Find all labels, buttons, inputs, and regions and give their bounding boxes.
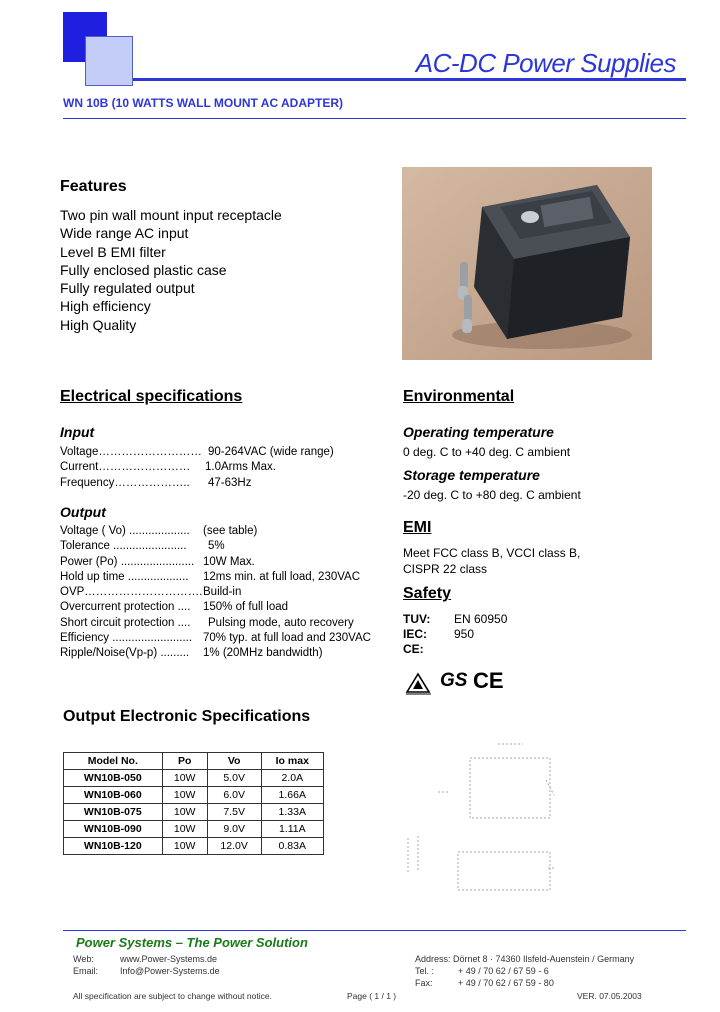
output-spec-table [63, 752, 324, 855]
spec-label: Voltage ( Vo) ................... [60, 525, 190, 537]
spec-label: Current…………………… [60, 461, 191, 474]
spec-row [60, 616, 390, 631]
spec-value: 90-264VAC (wide range) [208, 446, 334, 458]
features-heading: Features [60, 178, 127, 195]
cell: 1.66A [261, 787, 323, 804]
cell: 10W [162, 787, 207, 804]
adapter-illustration [402, 167, 652, 360]
feature-item: High Quality [60, 316, 137, 333]
table-row [64, 821, 324, 838]
spec-row [60, 524, 390, 539]
cell: 5.0V [207, 770, 261, 787]
environmental-heading: Environmental [403, 388, 515, 405]
output-table-heading: Output Electronic Specifications [63, 708, 311, 725]
cell: 12.0V [207, 838, 261, 855]
cell: WN10B-075 [64, 804, 163, 821]
emi-line: Meet FCC class B, VCCI class B, [403, 546, 581, 560]
footer-email-link[interactable]: Info@Power-Systems.de [120, 966, 220, 976]
spec-value: 47-63Hz [208, 476, 252, 489]
spec-row [60, 539, 390, 554]
footer-address: Address: Dörnet 8 · 74360 Ilsfeld-Auenstein / Germany [415, 954, 635, 964]
features-list [60, 206, 282, 334]
spec-row [60, 600, 390, 615]
logo-square-light [85, 36, 133, 86]
cell: 10W [162, 804, 207, 821]
footer-tel-label: Tel. : [415, 966, 435, 976]
operating-temp-value: 0 deg. C to +40 deg. C ambient [403, 445, 571, 459]
spec-value: (see table) [203, 525, 258, 537]
feature-item: Fully enclosed plastic case [60, 261, 227, 278]
feature-item: Level B EMI filter [60, 243, 166, 260]
cell: 10W [162, 838, 207, 855]
input-heading: Input [60, 424, 95, 440]
cell: 6.0V [207, 787, 261, 804]
safety-label: TUV: [403, 612, 431, 626]
output-specs [60, 524, 390, 662]
footer-email-label: Email: [73, 966, 99, 976]
col-header: Io max [261, 753, 323, 770]
spec-label: Ripple/Noise(Vp-p) ......... [60, 647, 190, 660]
spec-label: Hold up time ................... [60, 570, 189, 583]
safety-label: CE: [403, 642, 424, 656]
table-row [64, 787, 324, 804]
ce-mark-icon: CE [473, 668, 504, 693]
input-specs [60, 445, 390, 491]
spec-value: Pulsing mode, auto recovery [208, 616, 354, 629]
spec-row [60, 460, 390, 475]
safety-value: EN 60950 [454, 612, 508, 626]
footer-disclaimer: All specification are subject to change without notice. [73, 991, 272, 1001]
spec-value: 1.0Arms Max. [205, 461, 276, 474]
spec-label: Tolerance ....................... [60, 540, 187, 553]
feature-item: Fully regulated output [60, 280, 195, 297]
feature-item: Two pin wall mount input receptacle [60, 207, 282, 223]
table-row [64, 770, 324, 787]
footer-fax: + 49 / 70 62 / 67 59 - 80 [458, 978, 554, 988]
footer-tel: + 49 / 70 62 / 67 59 - 6 [458, 966, 549, 976]
footer-page: Page ( 1 / 1 ) [347, 991, 397, 1001]
spec-value: 12ms min. at full load, 230VAC [203, 570, 361, 583]
emi-line: CISPR 22 class [403, 562, 488, 576]
spec-value: 1% (20MHz bandwidth) [203, 647, 323, 660]
subtitle-rule [63, 118, 686, 119]
table-row [64, 838, 324, 855]
cell: 1.33A [261, 804, 323, 821]
table-header-row [64, 753, 324, 770]
spec-row [60, 445, 390, 460]
cell: 2.0A [261, 770, 323, 787]
dimension-drawing [398, 740, 563, 900]
spec-label: Voltage……………………… [60, 446, 202, 458]
storage-temp-heading: Storage temperature [403, 467, 540, 483]
feature-item: High efficiency [60, 298, 151, 315]
cell: WN10B-060 [64, 787, 163, 804]
product-photo [402, 167, 652, 360]
safety-value: 950 [454, 627, 475, 641]
spec-row [60, 646, 390, 661]
footer-version: VER. 07.05.2003 [577, 991, 642, 1001]
footer-web-label: Web: [73, 954, 94, 964]
footer-rule [63, 930, 686, 931]
feature-item: Wide range AC input [60, 225, 189, 242]
spec-label: Efficiency ......................... [60, 632, 193, 645]
col-header: Model No. [64, 753, 163, 770]
footer-brand: Power Systems – The Power Solution [76, 935, 308, 950]
safety-row [403, 611, 603, 626]
safety-list [403, 611, 603, 656]
triangle-mark-icon [406, 674, 431, 694]
product-subtitle: WN 10B (10 WATTS WALL MOUNT AC ADAPTER) [63, 96, 343, 110]
operating-temp-heading: Operating temperature [403, 424, 554, 440]
cell: 9.0V [207, 821, 261, 838]
electrical-heading: Electrical specifications [60, 388, 243, 405]
spec-row [60, 570, 390, 585]
safety-heading: Safety [403, 585, 452, 602]
footer-web-link[interactable]: www.Power-Systems.de [120, 954, 218, 964]
page-title: AC-DC Power Supplies [415, 48, 676, 78]
cell: 1.11A [261, 821, 323, 838]
spec-value: 150% of full load [203, 601, 289, 614]
spec-row [60, 476, 390, 491]
storage-temp-value: -20 deg. C to +80 deg. C ambient [403, 488, 581, 502]
mechanical-drawing [398, 740, 563, 900]
spec-label: Power (Po) ....................... [60, 555, 195, 568]
spec-value: 10W Max. [203, 555, 255, 568]
spec-value: 5% [208, 540, 225, 553]
cell: WN10B-120 [64, 838, 163, 855]
emi-heading: EMI [403, 519, 432, 536]
spec-row [60, 555, 390, 570]
cell: WN10B-050 [64, 770, 163, 787]
spec-label: OVP…………………………. [60, 586, 203, 599]
cell: 7.5V [207, 804, 261, 821]
col-header: Po [162, 753, 207, 770]
footer-fax-label: Fax: [415, 978, 433, 988]
safety-row [403, 626, 603, 641]
gs-mark-icon: GS [440, 670, 468, 691]
cell: 0.83A [261, 838, 323, 855]
safety-label: IEC: [403, 627, 427, 641]
spec-row [60, 631, 390, 646]
table-row [64, 804, 324, 821]
spec-label: Short circuit protection .... [60, 616, 191, 629]
spec-value: 70% typ. at full load and 230VAC [203, 632, 371, 645]
emi-text [403, 545, 580, 577]
cell: 10W [162, 770, 207, 787]
col-header: Vo [207, 753, 261, 770]
spec-label: Frequency……………….. [60, 476, 190, 489]
spec-row [60, 585, 390, 600]
spec-value: Build-in [203, 586, 242, 599]
safety-row [403, 641, 603, 656]
output-heading: Output [60, 504, 106, 520]
cell: WN10B-090 [64, 821, 163, 838]
certification-logos [404, 670, 514, 696]
spec-label: Overcurrent protection .... [60, 601, 191, 614]
cell: 10W [162, 821, 207, 838]
